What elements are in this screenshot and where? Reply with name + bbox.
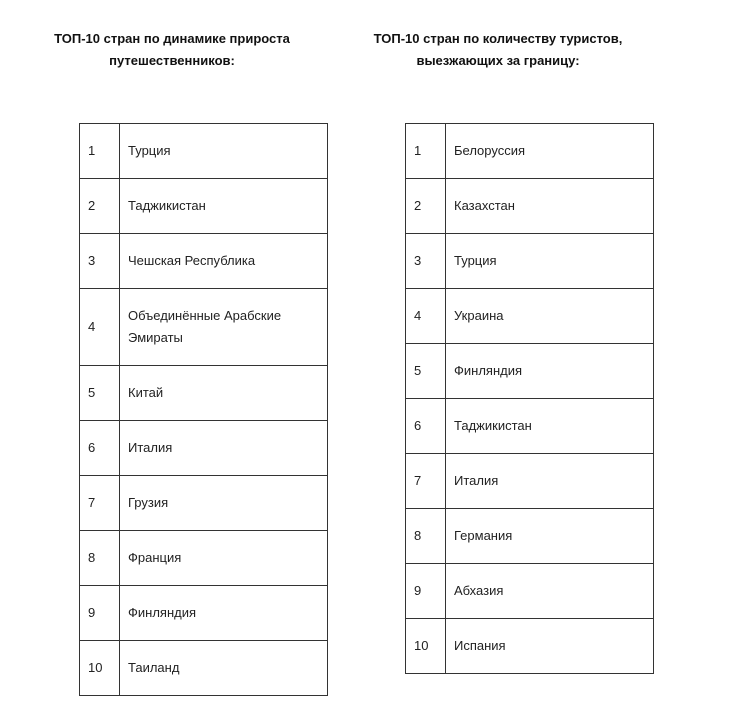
rank-cell: 9: [80, 586, 120, 641]
table-row: [80, 586, 328, 641]
left-table-title: [52, 28, 292, 72]
outbound-tourists-table: [405, 123, 654, 674]
country-cell: Чешская Республика: [120, 234, 328, 289]
table-row: [80, 476, 328, 531]
country-cell: Германия: [446, 509, 654, 564]
rank-cell: 5: [406, 344, 446, 399]
rank-cell: 8: [406, 509, 446, 564]
country-cell: Финляндия: [120, 586, 328, 641]
table-row: [406, 234, 654, 289]
left-title-line-2: путешественников:: [109, 53, 235, 68]
table-row: [80, 366, 328, 421]
table-row: [406, 509, 654, 564]
rank-cell: 9: [406, 564, 446, 619]
rank-cell: 8: [80, 531, 120, 586]
table-row: [80, 289, 328, 366]
right-title-line-2: выезжающих за границу:: [416, 53, 580, 68]
country-cell: Грузия: [120, 476, 328, 531]
rank-cell: 3: [80, 234, 120, 289]
table-row: [406, 399, 654, 454]
country-cell: Казахстан: [446, 179, 654, 234]
country-cell: Украина: [446, 289, 654, 344]
rank-cell: 1: [406, 124, 446, 179]
rank-cell: 2: [80, 179, 120, 234]
table-row: [406, 619, 654, 674]
table-row: [406, 344, 654, 399]
country-cell: Таиланд: [120, 641, 328, 696]
rank-cell: 10: [80, 641, 120, 696]
rank-cell: 1: [80, 124, 120, 179]
country-cell: Белоруссия: [446, 124, 654, 179]
rank-cell: 7: [80, 476, 120, 531]
rank-cell: 7: [406, 454, 446, 509]
right-table-title: [370, 28, 626, 72]
country-cell: Таджикистан: [120, 179, 328, 234]
rank-cell: 4: [406, 289, 446, 344]
rank-cell: 4: [80, 289, 120, 366]
table-row: [80, 531, 328, 586]
rank-cell: 6: [80, 421, 120, 476]
table-row: [406, 454, 654, 509]
country-cell: Испания: [446, 619, 654, 674]
country-cell: Франция: [120, 531, 328, 586]
country-cell: Турция: [446, 234, 654, 289]
rank-cell: 2: [406, 179, 446, 234]
table-row: [80, 234, 328, 289]
country-cell: Италия: [446, 454, 654, 509]
table-row: [406, 179, 654, 234]
growth-ranking-table: [79, 123, 328, 696]
country-cell: Абхазия: [446, 564, 654, 619]
left-title-line-1: ТОП-10 стран по динамике прироста: [54, 31, 290, 46]
country-cell: Финляндия: [446, 344, 654, 399]
table-row: [80, 124, 328, 179]
country-cell: Таджикистан: [446, 399, 654, 454]
right-title-line-1: ТОП-10 стран по количеству туристов,: [373, 31, 623, 46]
rank-cell: 10: [406, 619, 446, 674]
table-row: [80, 179, 328, 234]
rank-cell: 6: [406, 399, 446, 454]
country-cell: Объединённые Арабские Эмираты: [120, 289, 328, 366]
table-row: [406, 289, 654, 344]
table-row: [80, 641, 328, 696]
rank-cell: 3: [406, 234, 446, 289]
table-row: [406, 124, 654, 179]
country-cell: Турция: [120, 124, 328, 179]
country-cell: Италия: [120, 421, 328, 476]
rank-cell: 5: [80, 366, 120, 421]
table-row: [80, 421, 328, 476]
country-cell: Китай: [120, 366, 328, 421]
table-row: [406, 564, 654, 619]
